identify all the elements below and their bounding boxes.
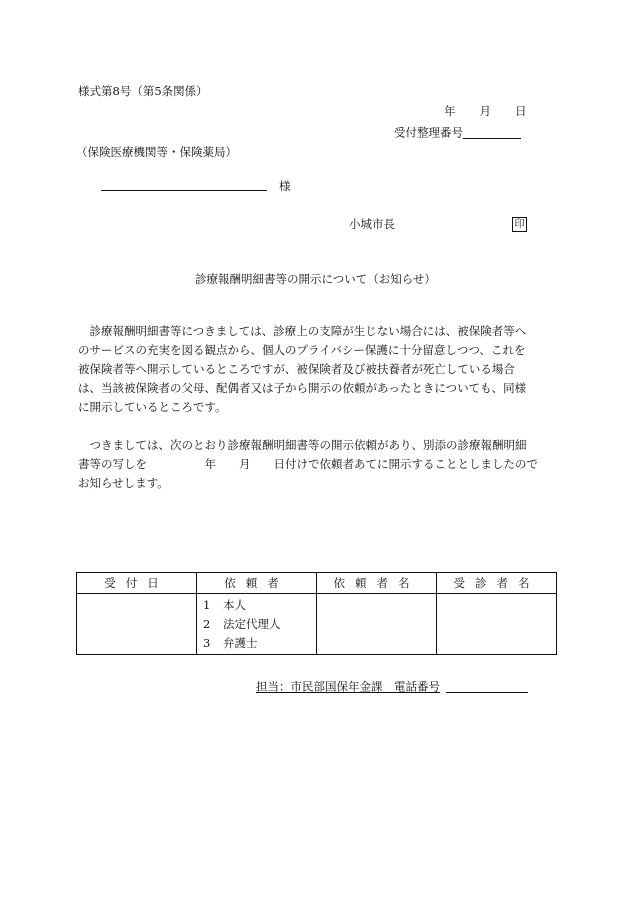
paragraph-1-line: のサービスの充実を図る観点から、個人のプライバシー保護に十分留意しつつ、これを xyxy=(78,343,526,357)
option-label: 本人 xyxy=(223,598,246,612)
header-reception-date: 受付日 xyxy=(77,573,197,594)
option-number: 3 xyxy=(203,636,211,650)
paragraph-1-line: は、当該被保険者の父母、配偶者又は子から開示の依頼があったときについても、同様 xyxy=(78,381,527,395)
list-item xyxy=(203,596,316,615)
seal-mark: 印 xyxy=(512,217,527,232)
phone-number-blank xyxy=(446,680,528,693)
paragraph-1-line: 診療報酬明細書等につきましては、診療上の支障が生じない場合には、被保険者等へ xyxy=(78,324,527,338)
receipt-number-blank xyxy=(463,126,521,139)
header-patient-name: 受診者名 xyxy=(437,573,557,594)
date-year-unit: 年 xyxy=(444,104,456,118)
cell-requester xyxy=(197,594,317,655)
addressee-organization: （保険医療機関等・保険薬局） xyxy=(76,145,237,159)
paragraph-1-line: 被保険者等へ開示しているところですが、被保険者及び被扶養者が死亡している場合 xyxy=(78,362,515,376)
paragraph-2-line: つきましては、次のとおり診療報酬明細書等の開示依頼があり、別添の診療報酬明細 xyxy=(78,438,527,452)
option-label: 弁護士 xyxy=(223,636,258,650)
table-header-row xyxy=(77,573,557,594)
paragraph-2-line: 書等の写しを 年 月 日付けで依頼者あてに開示することとしましたので xyxy=(78,457,538,471)
honorific-sama: 様 xyxy=(279,179,291,193)
date-month-unit: 月 xyxy=(479,104,491,118)
form-number: 様式第8号（第5条関係） xyxy=(78,84,208,98)
date-field xyxy=(444,106,527,118)
option-label: 法定代理人 xyxy=(223,617,281,631)
list-item xyxy=(203,615,316,634)
option-number: 1 xyxy=(203,598,211,612)
requester-options xyxy=(197,594,316,653)
header-requester: 依頼者 xyxy=(197,573,317,594)
paragraph-2-line: お知らせします。 xyxy=(78,476,169,490)
list-item xyxy=(203,634,316,653)
receipt-number xyxy=(394,126,521,139)
disclosure-table xyxy=(76,572,557,655)
receipt-number-label: 受付整理番号 xyxy=(394,125,463,140)
table-row xyxy=(77,594,557,655)
paragraph-1-line: に開示しているところです。 xyxy=(78,400,227,414)
date-day-unit: 日 xyxy=(515,104,527,118)
cell-patient-name xyxy=(437,594,557,655)
document-title: 診療報酬明細書等の開示について（お知らせ） xyxy=(195,272,436,286)
addressee-name-blank xyxy=(101,190,267,191)
contact-info xyxy=(256,680,528,693)
cell-reception-date xyxy=(77,594,197,655)
sender-mayor: 小城市長 xyxy=(349,217,395,231)
paragraph-2 xyxy=(78,436,558,493)
header-requester-name: 依頼者名 xyxy=(317,573,437,594)
option-number: 2 xyxy=(203,617,211,631)
contact-label: 担当：市民部国保年金課 電話番号 xyxy=(256,679,440,694)
paragraph-1 xyxy=(78,322,558,417)
cell-requester-name xyxy=(317,594,437,655)
